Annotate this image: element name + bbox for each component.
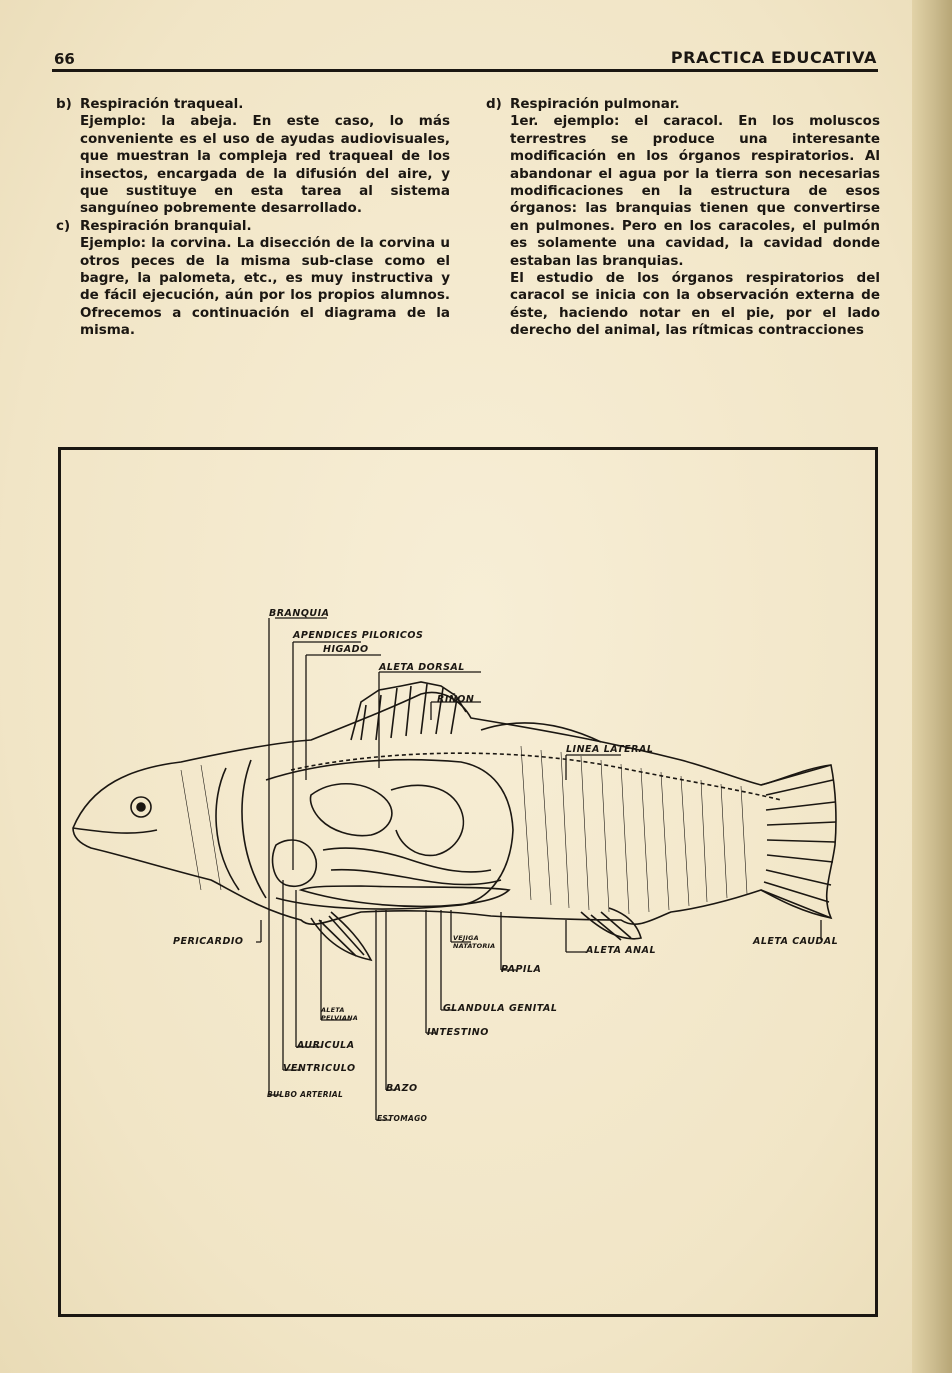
section-text: Ejemplo: la corvina. La disección de la corvina u otros peces de la misma sub-clase como el bagre, la palometa, etc., es muy instructiva y de fácil ejecución, aún por los propios alumnos. Ofrecemos a continuación el diagrama de la misma. <box>80 235 450 339</box>
label-intestino: INTESTINO <box>427 1027 489 1038</box>
right-column <box>486 96 880 340</box>
page-edge <box>912 0 952 1373</box>
left-column <box>56 96 450 340</box>
section-b <box>56 96 450 218</box>
section-paragraph: El estudio de los órganos respiratorios del caracol se inicia con la observación externa de éste, haciendo notar en el pie, por el lado derecho del animal, las rítmicas contracciones <box>510 270 880 339</box>
section-marker: d) <box>486 96 502 112</box>
header-rule <box>52 69 878 72</box>
fish-mouth <box>73 828 157 833</box>
label-aleta-caudal: ALETA CAUDAL <box>753 936 839 947</box>
section-heading: Respiración traqueal. <box>80 96 244 112</box>
label-aleta-pelviana: ALETA PELVIANA <box>321 1006 359 1022</box>
section-paragraph: 1er. ejemplo: el caracol. En los moluscos terrestres se produce una interesante modificación en los órganos respiratorios. Al abandonar el agua por la tierra son necesarias modificaciones en la estructura de esos órganos: las branquias tienen que convertirse en pulmones. Pero en los caracoles, el pulmón es solamente una cavidad, la cavidad donde estaban las branquias. <box>510 113 880 269</box>
label-papila: PAPILA <box>501 964 542 975</box>
label-aleta-anal: ALETA ANAL <box>586 945 657 956</box>
section-marker: b) <box>56 96 72 112</box>
section-d <box>486 96 880 340</box>
label-vejiga-natatoria: VEJIGA NATATORIA <box>453 934 496 950</box>
label-apendices-piloricos: APENDICES PILORICOS <box>293 630 424 641</box>
label-branquia: BRANQUIA <box>269 608 330 619</box>
section-heading: Respiración pulmonar. <box>510 96 680 112</box>
label-ventriculo: VENTRICULO <box>283 1063 356 1074</box>
label-estomago: ESTOMAGO <box>377 1114 428 1123</box>
label-aleta-dorsal: ALETA DORSAL <box>379 662 465 673</box>
fish-diagram <box>58 447 878 1317</box>
section-marker: c) <box>56 217 71 234</box>
label-higado: HIGADO <box>323 644 369 655</box>
swim-bladder <box>301 886 509 906</box>
page-number: 66 <box>54 50 75 68</box>
label-auricula: AURICULA <box>297 1040 355 1051</box>
label-pericardio: PERICARDIO <box>173 936 244 947</box>
fish-drawing <box>61 450 875 1314</box>
running-title: PRACTICA EDUCATIVA <box>670 48 877 67</box>
lateral-line-mark <box>291 753 781 800</box>
label-glandula-genital: GLANDULA GENITAL <box>443 1003 558 1014</box>
section-text: Ejemplo: la abeja. En este caso, lo más conveniente es el uso de ayudas audiovisuales, que muestran la compleja red traqueal de los insectos, encargada de la difusión del aire, y que sustituye en esta tarea al sistema sanguíneo pobremente desarrollado. <box>80 113 450 217</box>
section-heading: Respiración branquial. <box>80 217 252 234</box>
section-c <box>56 218 450 340</box>
operculum <box>216 768 239 890</box>
label-bazo: BAZO <box>386 1083 418 1094</box>
label-rinon: RIÑON <box>437 694 475 705</box>
label-linea-lateral: LINEA LATERAL <box>566 744 654 755</box>
label-bulbo-arterial: BULBO ARTERIAL <box>267 1090 344 1099</box>
